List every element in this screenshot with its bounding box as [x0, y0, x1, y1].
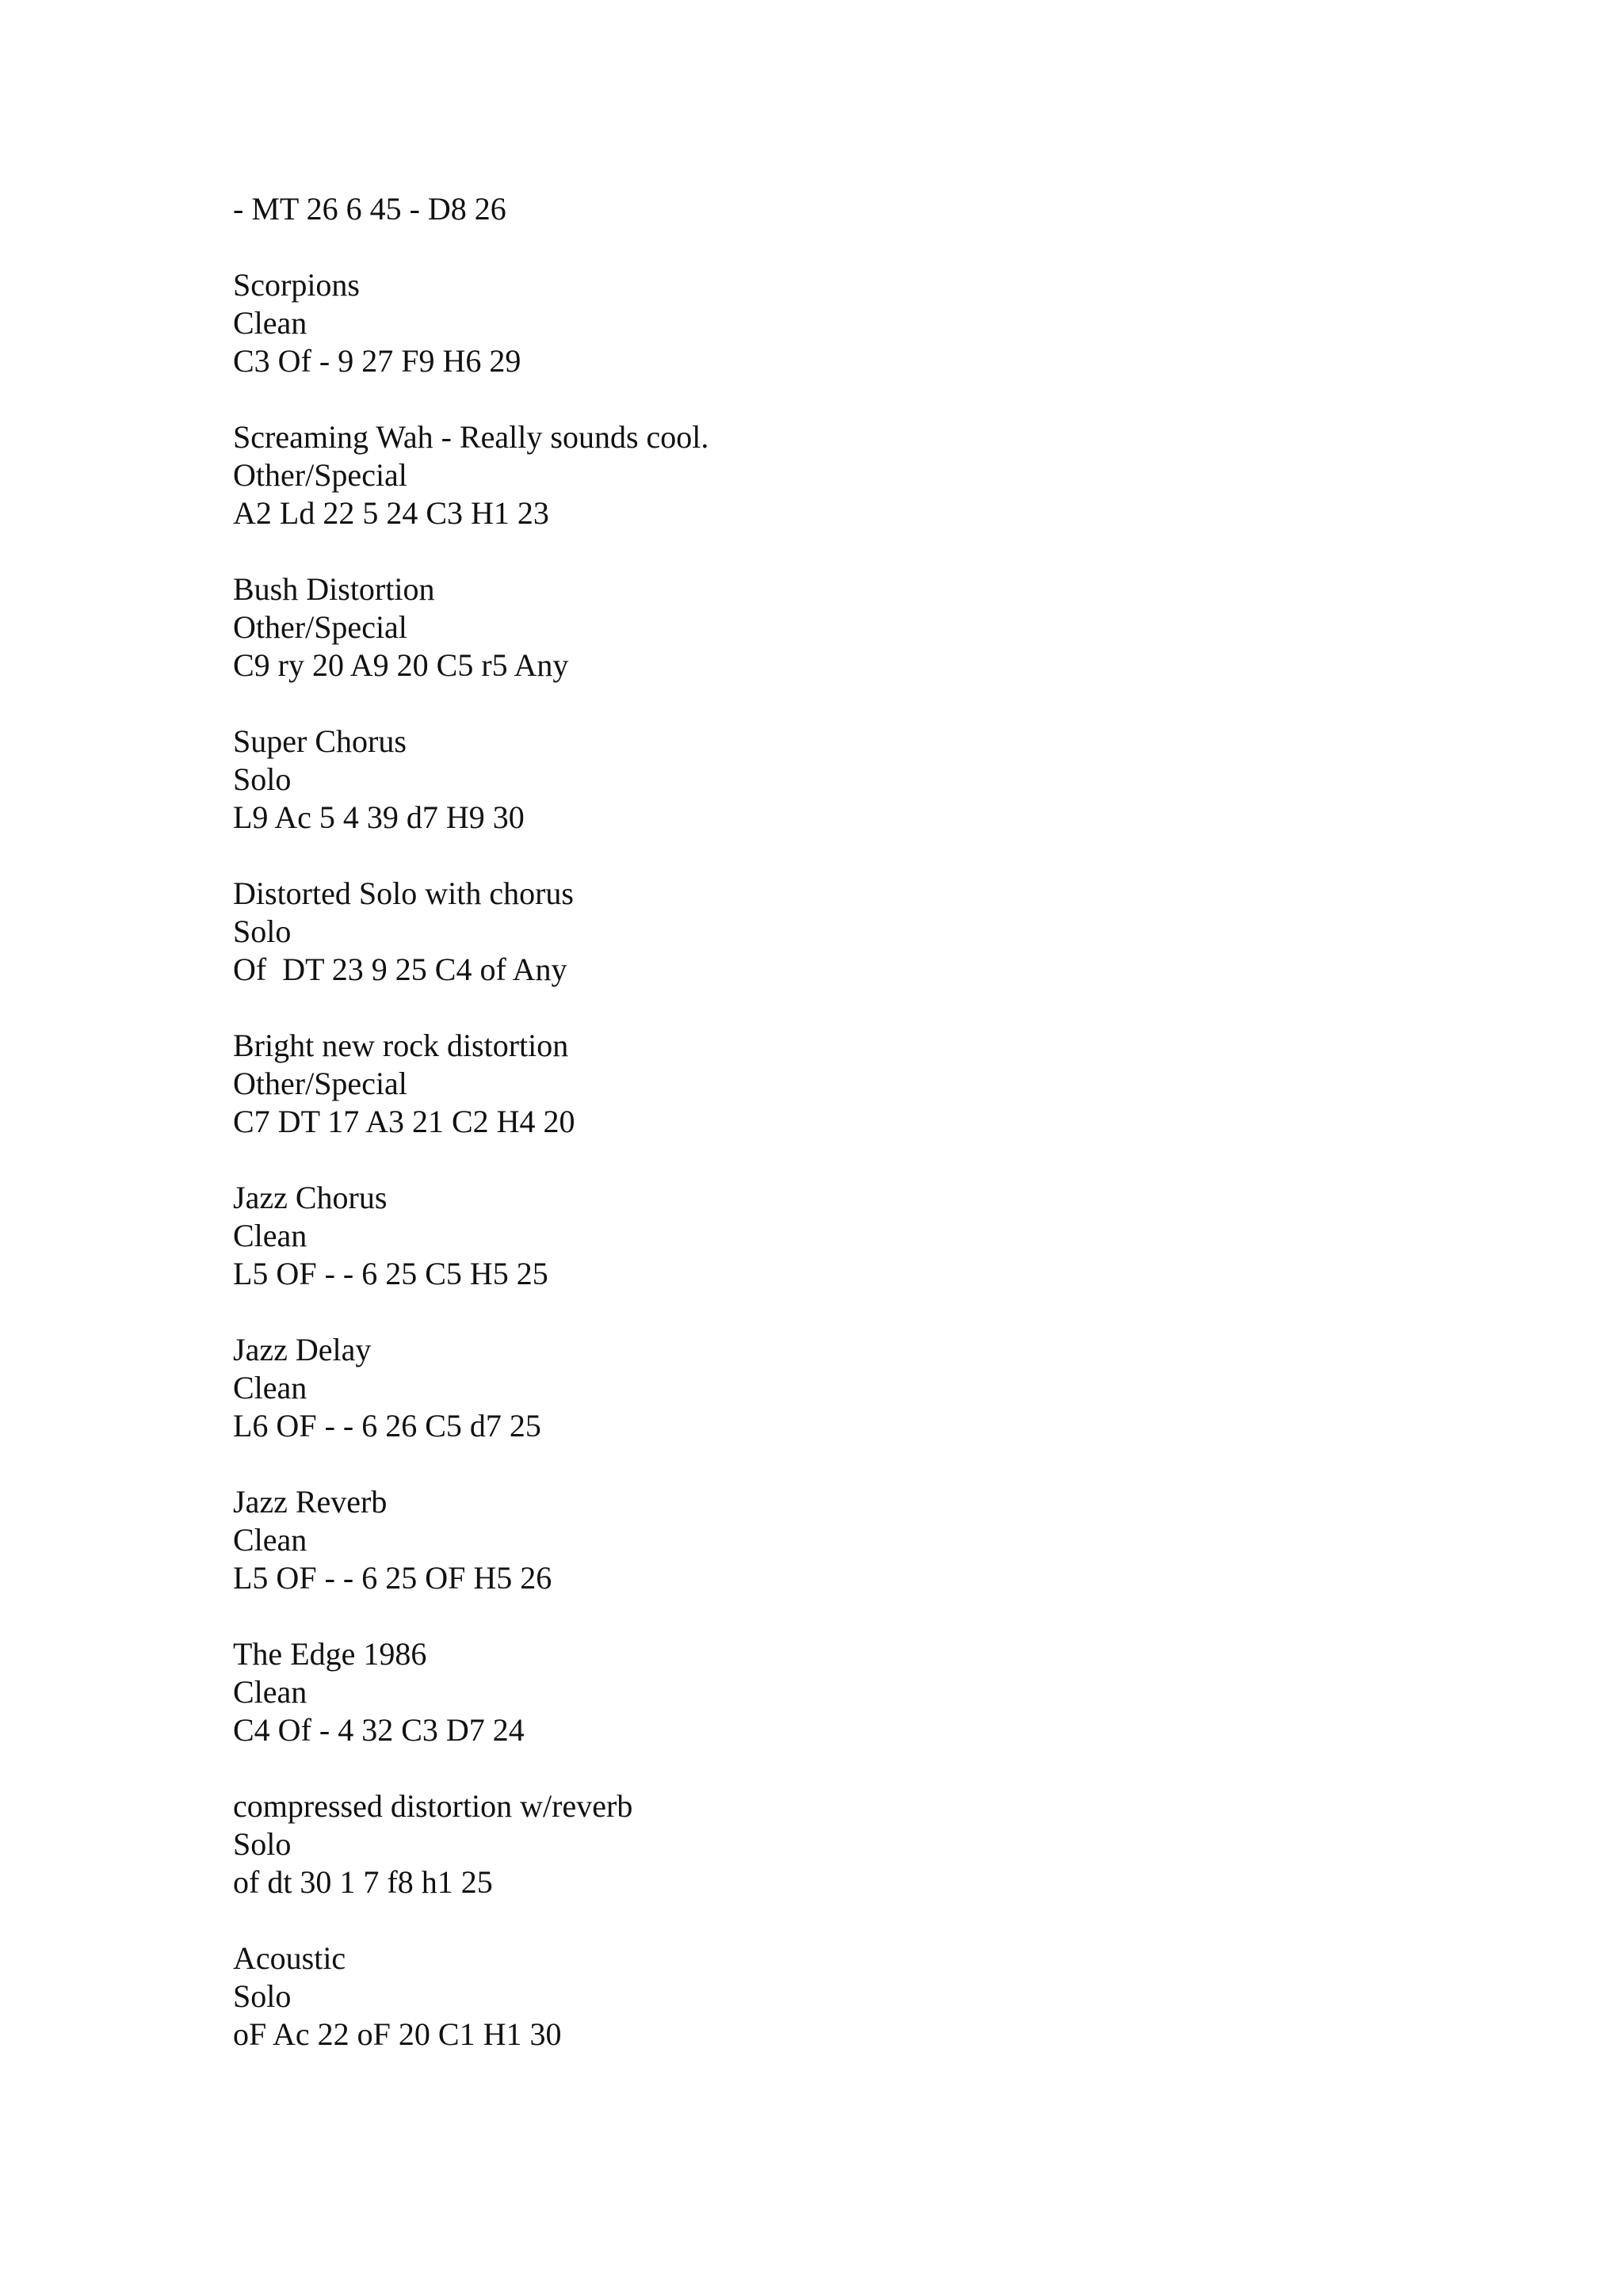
patch-category: Other/Special [233, 457, 407, 493]
patch-name: Bush Distortion [233, 571, 435, 607]
patch-settings: L6 OF - - 6 26 C5 d7 25 [233, 1408, 541, 1444]
patch-entry-jazz-reverb [233, 1483, 1501, 1597]
patch-entry-the-edge-1986 [233, 1635, 1501, 1749]
patch-settings: C3 Of - 9 27 F9 H6 29 [233, 343, 521, 379]
patch-entry-bright-new-rock [233, 1027, 1501, 1141]
patch-name: Jazz Reverb [233, 1484, 388, 1520]
patch-entry-scorpions [233, 266, 1501, 380]
patch-category: Solo [233, 913, 292, 949]
patch-settings: C9 ry 20 A9 20 C5 r5 Any [233, 647, 569, 683]
patch-name: Super Chorus [233, 723, 407, 759]
patch-name: The Edge 1986 [233, 1636, 427, 1672]
patch-settings: C4 Of - 4 32 C3 D7 24 [233, 1712, 525, 1748]
patch-category: Other/Special [233, 1066, 407, 1101]
patch-category: Clean [233, 1370, 307, 1405]
patch-category: Solo [233, 761, 292, 797]
patch-settings: A2 Ld 22 5 24 C3 H1 23 [233, 495, 549, 531]
patch-name: Acoustic [233, 1940, 346, 1976]
patch-entry-jazz-delay [233, 1331, 1501, 1445]
patch-name: Jazz Chorus [233, 1180, 388, 1215]
patch-entry-jazz-chorus [233, 1179, 1501, 1293]
patch-settings: C7 DT 17 A3 21 C2 H4 20 [233, 1104, 575, 1139]
patch-settings: L9 Ac 5 4 39 d7 H9 30 [233, 799, 525, 835]
patch-entry-distorted-solo [233, 875, 1501, 989]
patch-category: Solo [233, 1978, 292, 2014]
continued-settings-line: - MT 26 6 45 - D8 26 [233, 191, 506, 227]
patch-category: Clean [233, 1674, 307, 1710]
patch-name: Distorted Solo with chorus [233, 875, 574, 911]
patch-settings: L5 OF - - 6 25 OF H5 26 [233, 1560, 552, 1596]
patch-settings: oF Ac 22 oF 20 C1 H1 30 [233, 2016, 562, 2052]
patch-name: compressed distortion w/reverb [233, 1788, 633, 1824]
patch-settings: L5 OF - - 6 25 C5 H5 25 [233, 1256, 548, 1291]
patch-name: Scorpions [233, 267, 360, 303]
patch-category: Clean [233, 1522, 307, 1558]
patch-entry-screaming-wah [233, 418, 1501, 532]
patch-category: Clean [233, 1218, 307, 1253]
patch-entry-bush-distortion [233, 570, 1501, 685]
patch-category: Other/Special [233, 609, 407, 645]
patch-category: Clean [233, 305, 307, 341]
patch-entry-acoustic [233, 1939, 1501, 2054]
patch-settings: Of DT 23 9 25 C4 of Any [233, 952, 567, 987]
document-content [233, 190, 1501, 2054]
patch-name: Screaming Wah - Really sounds cool. [233, 419, 709, 455]
patch-name: Bright new rock distortion [233, 1028, 569, 1063]
patch-category: Solo [233, 1826, 292, 1862]
patch-entry-super-chorus [233, 723, 1501, 837]
patch-name: Jazz Delay [233, 1332, 372, 1367]
patch-settings: of dt 30 1 7 f8 h1 25 [233, 1864, 493, 1900]
patch-entry-compressed-distortion [233, 1787, 1501, 1901]
